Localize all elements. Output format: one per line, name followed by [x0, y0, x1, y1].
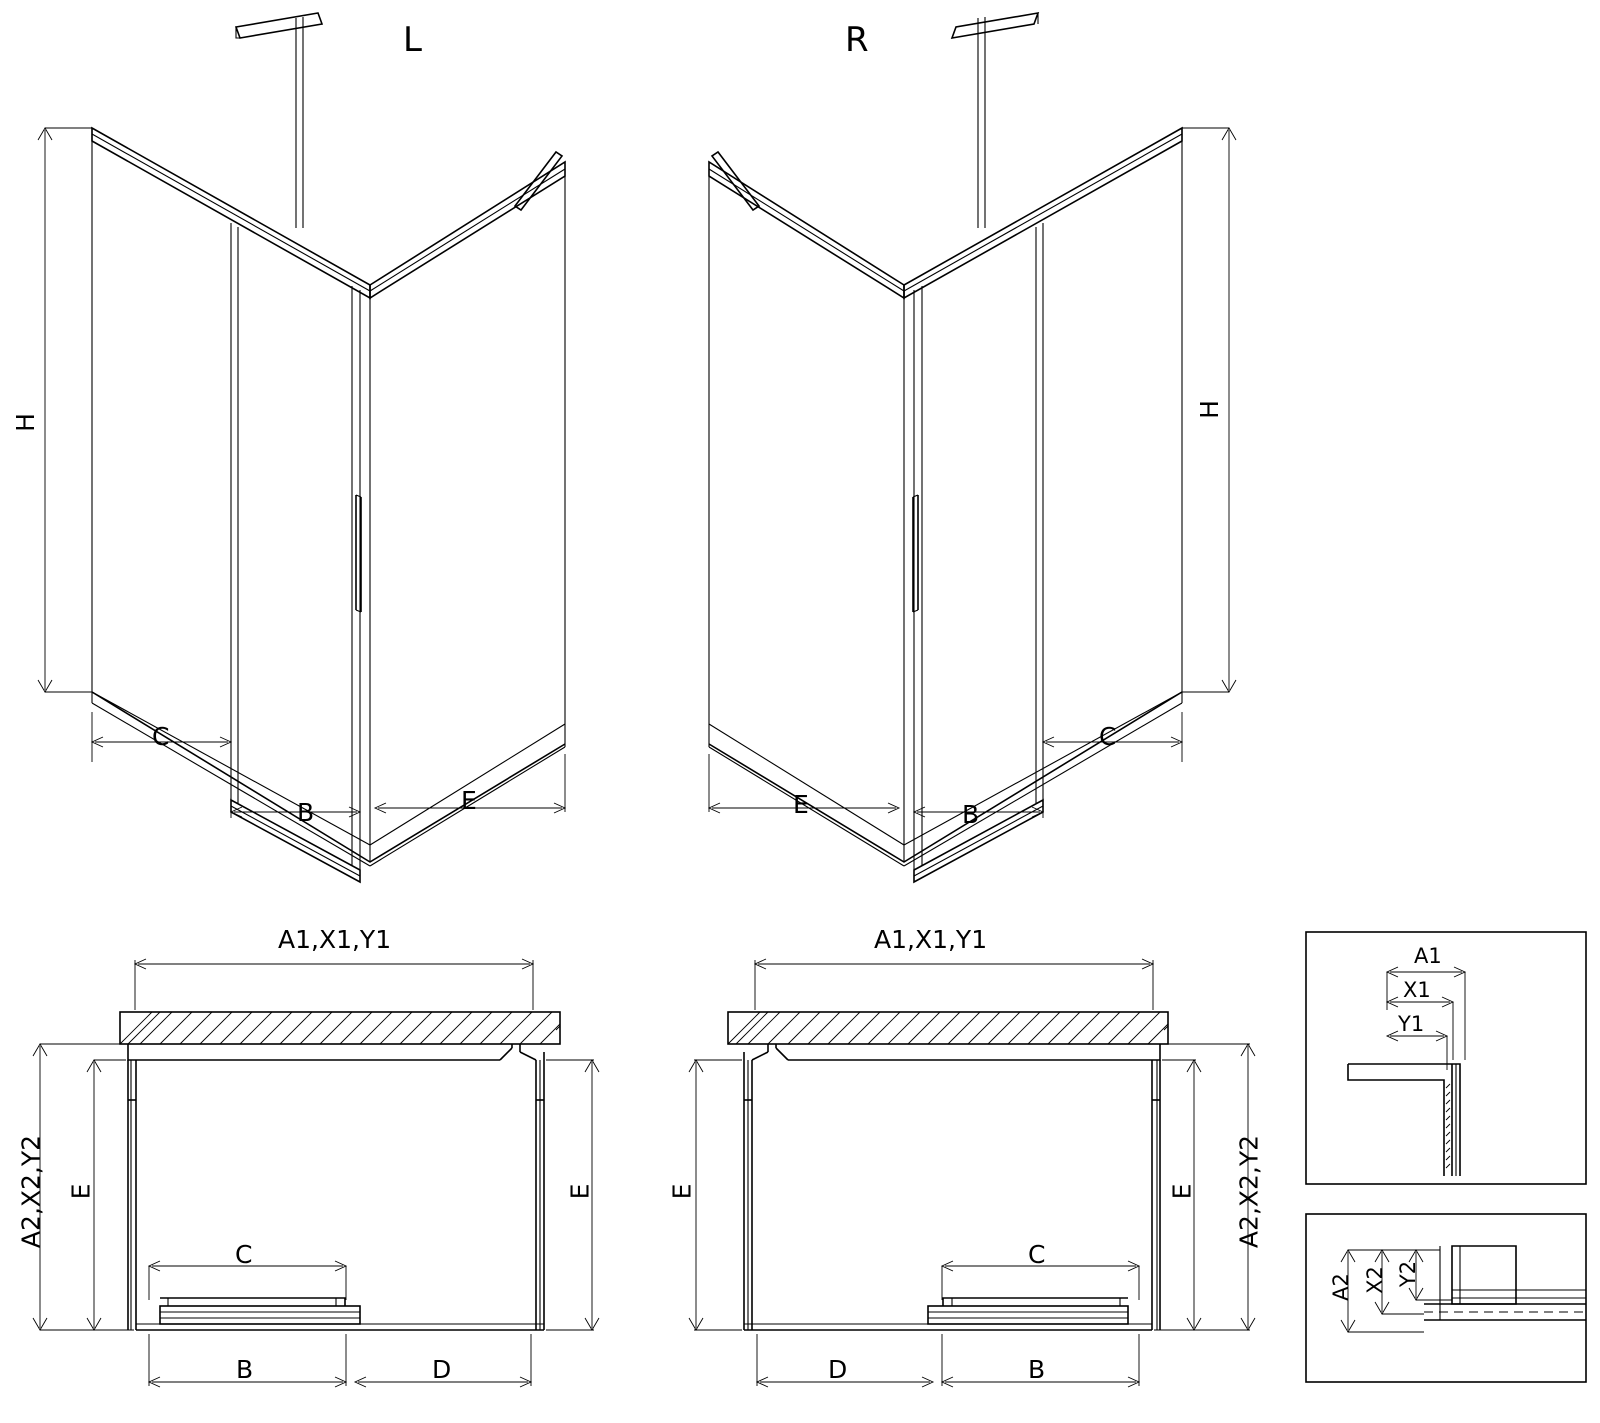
plan-view-left — [120, 1012, 560, 1330]
view-label-left: L — [403, 20, 422, 60]
detail-bottom-a2-label: A2 — [1328, 1273, 1353, 1301]
plan-right-e-right-label: E — [1167, 1183, 1197, 1200]
detail-top-x1-label: X1 — [1403, 978, 1431, 1002]
detail-top-y1-label: Y1 — [1398, 1012, 1425, 1036]
iso-view-left — [92, 13, 565, 882]
plan-left-e-right-label: E — [565, 1183, 595, 1200]
iso-left-dim-height — [38, 128, 92, 692]
plan-right-top-label: A1,X1,Y1 — [874, 925, 988, 954]
plan-left-top-label: A1,X1,Y1 — [278, 925, 392, 954]
plan-left-b-label: B — [236, 1355, 254, 1384]
detail-bottom-x2-label: X2 — [1362, 1266, 1387, 1294]
plan-left-d-label: D — [432, 1355, 452, 1384]
detail-view-top — [1306, 932, 1586, 1184]
iso-left-e-label: E — [461, 786, 477, 815]
iso-left-height-label: H — [10, 413, 40, 432]
plan-right-b-label: B — [1028, 1355, 1046, 1384]
view-label-right: R — [845, 20, 869, 60]
plan-view-right — [728, 1012, 1168, 1330]
plan-left-dims — [33, 959, 599, 1387]
iso-right-b-label: B — [962, 800, 980, 829]
iso-right-c-label: C — [1099, 722, 1117, 751]
plan-right-outer-label: A2,X2,Y2 — [1234, 1134, 1264, 1249]
plan-right-d-label: D — [828, 1355, 848, 1384]
iso-left-b-label: B — [297, 798, 315, 827]
plan-right-dims — [689, 959, 1255, 1387]
detail-bottom-y2-label: Y2 — [1396, 1260, 1421, 1288]
iso-view-right — [709, 13, 1182, 882]
plan-right-c-label: C — [1028, 1240, 1046, 1269]
iso-left-c-label: C — [152, 722, 170, 751]
detail-top-a1-label: A1 — [1414, 944, 1442, 968]
plan-right-e-left-label: E — [667, 1183, 697, 1200]
iso-right-height-label: H — [1194, 400, 1224, 419]
plan-left-c-label: C — [235, 1240, 253, 1269]
plan-left-outer-label: A2,X2,Y2 — [16, 1134, 46, 1249]
plan-left-e-left-label: E — [66, 1183, 96, 1200]
iso-right-e-label: E — [793, 790, 809, 819]
